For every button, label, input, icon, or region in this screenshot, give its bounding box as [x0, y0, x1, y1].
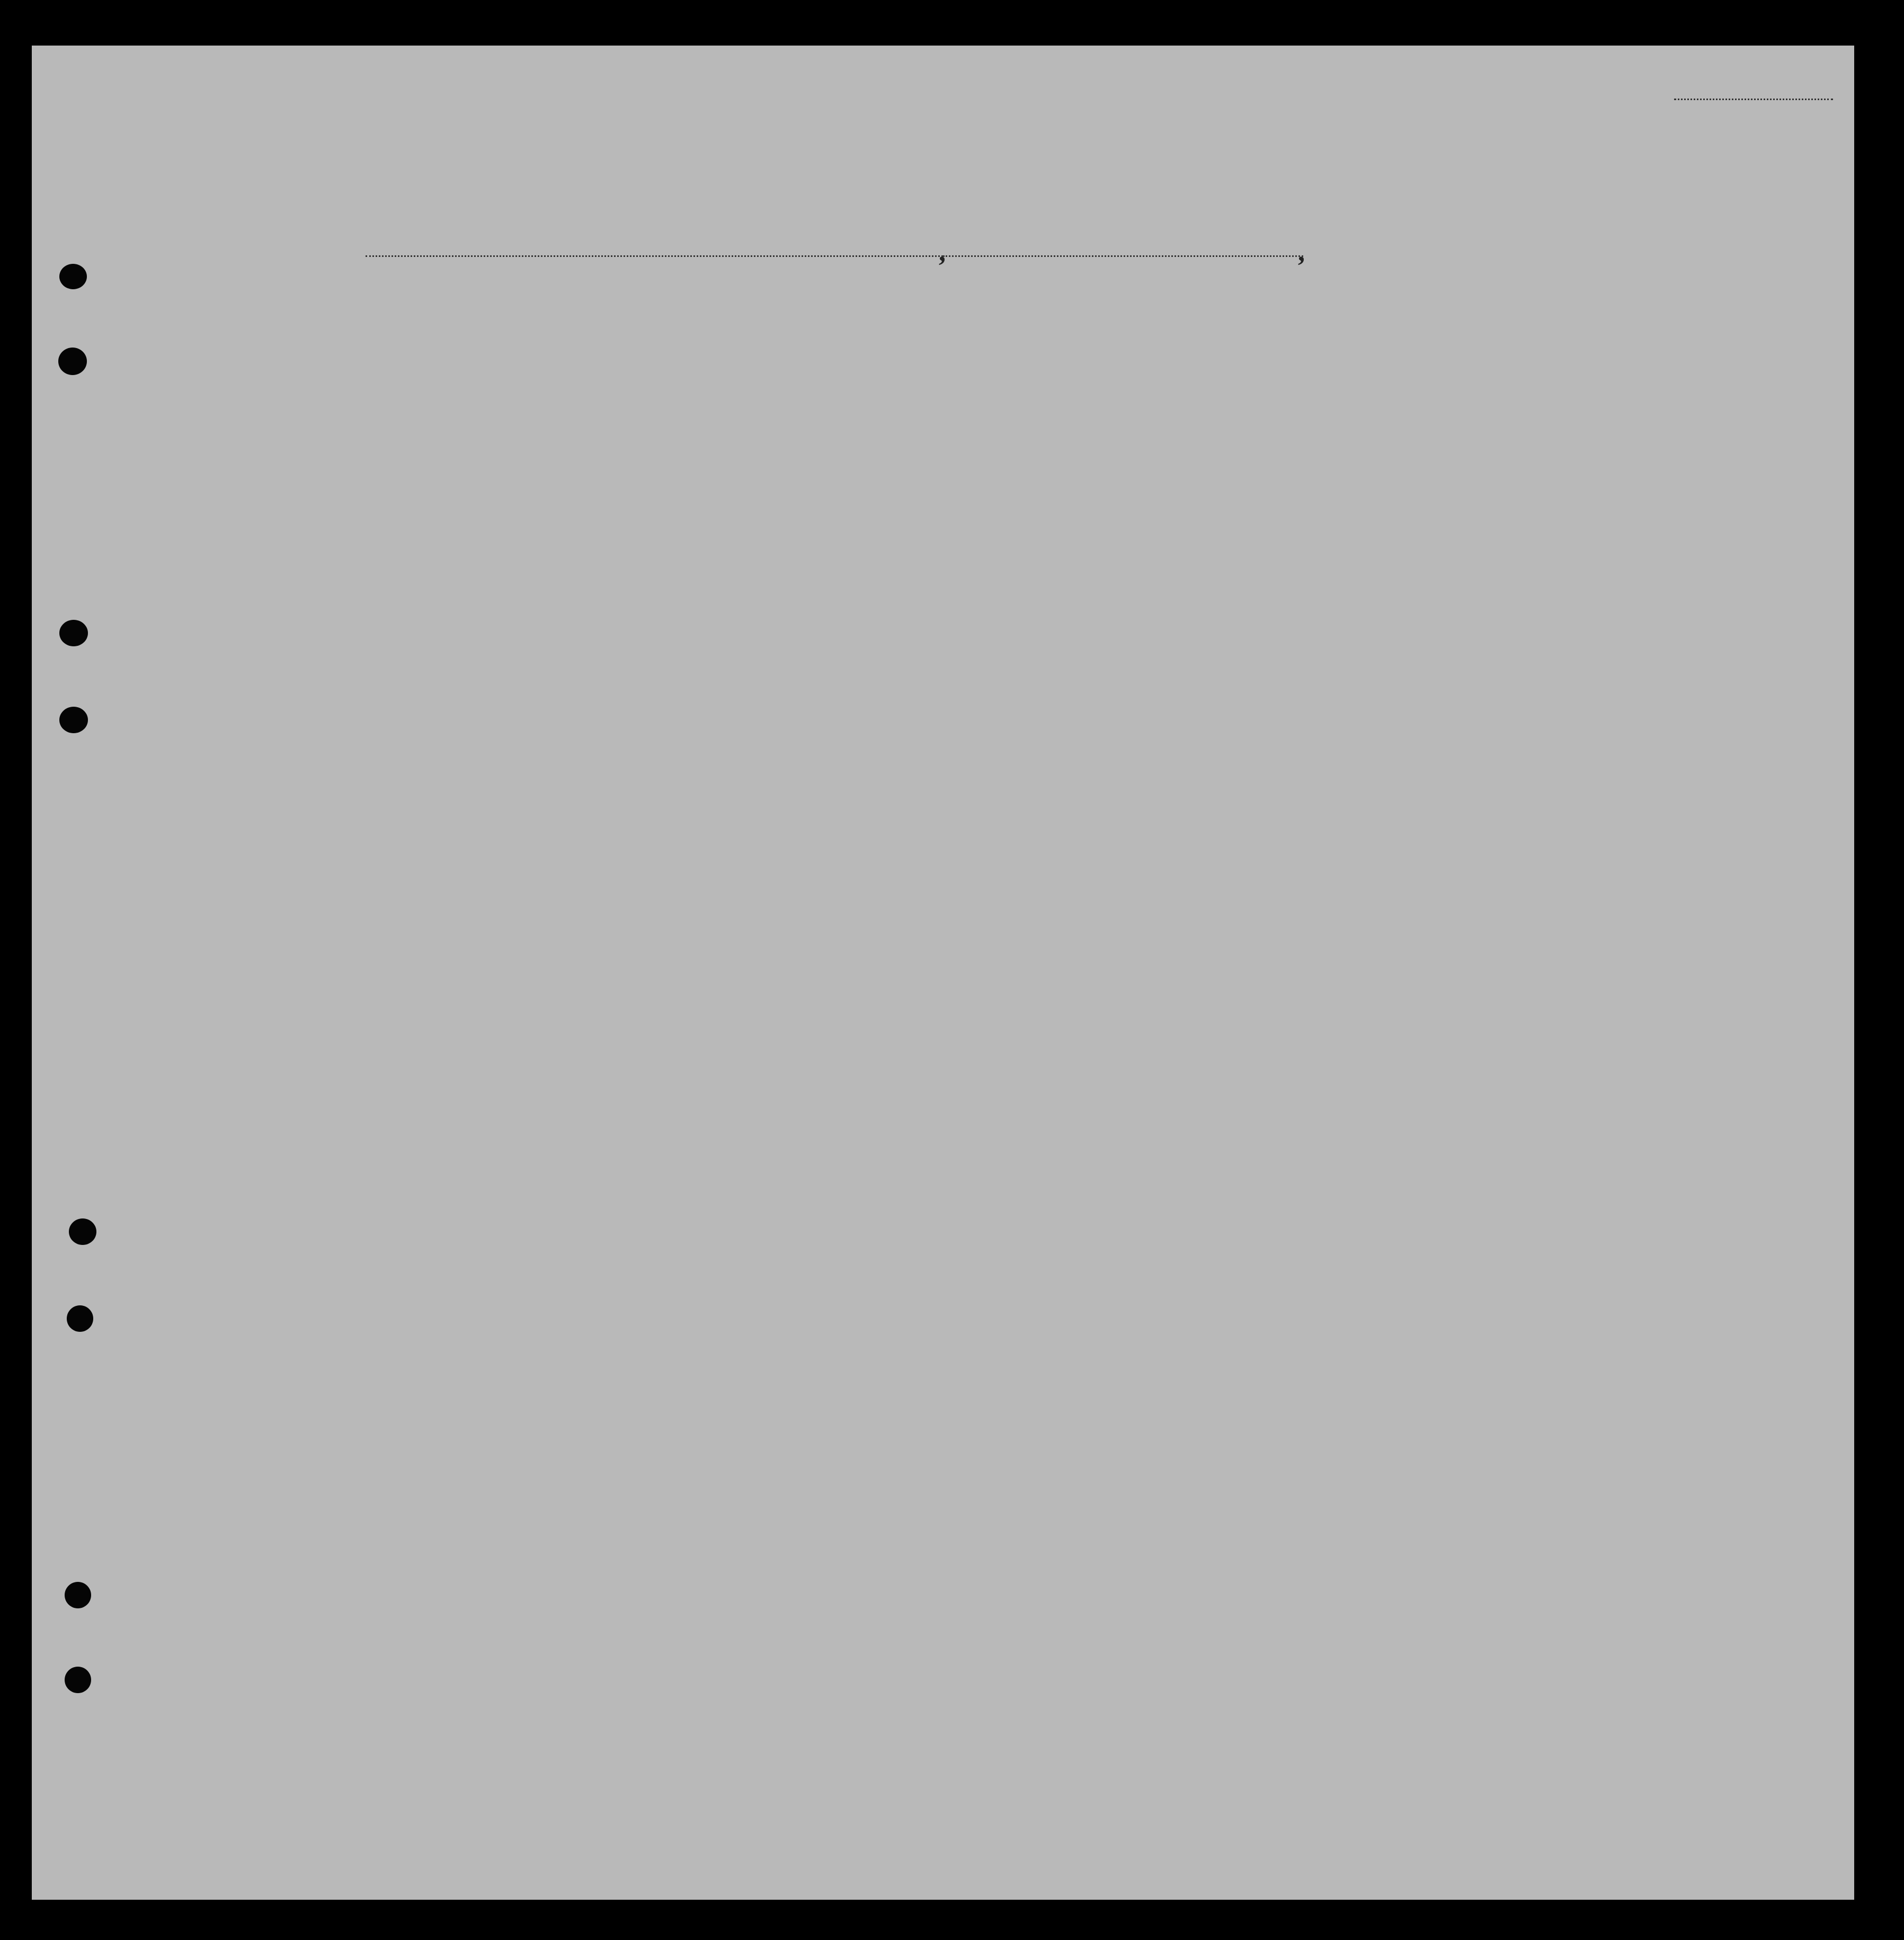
- table-grid: [32, 46, 1854, 1900]
- manifest-sheet: [32, 46, 1854, 1900]
- punch-hole: [67, 1305, 93, 1332]
- punch-hole: [65, 1582, 91, 1608]
- punch-hole: [58, 348, 87, 375]
- punch-hole: [59, 264, 87, 289]
- punch-hole: [69, 1218, 96, 1245]
- punch-hole: [59, 707, 88, 733]
- punch-hole: [65, 1667, 91, 1693]
- punch-hole: [59, 620, 88, 646]
- comma-2: ,: [1298, 237, 1305, 267]
- comma-1: ,: [939, 237, 946, 267]
